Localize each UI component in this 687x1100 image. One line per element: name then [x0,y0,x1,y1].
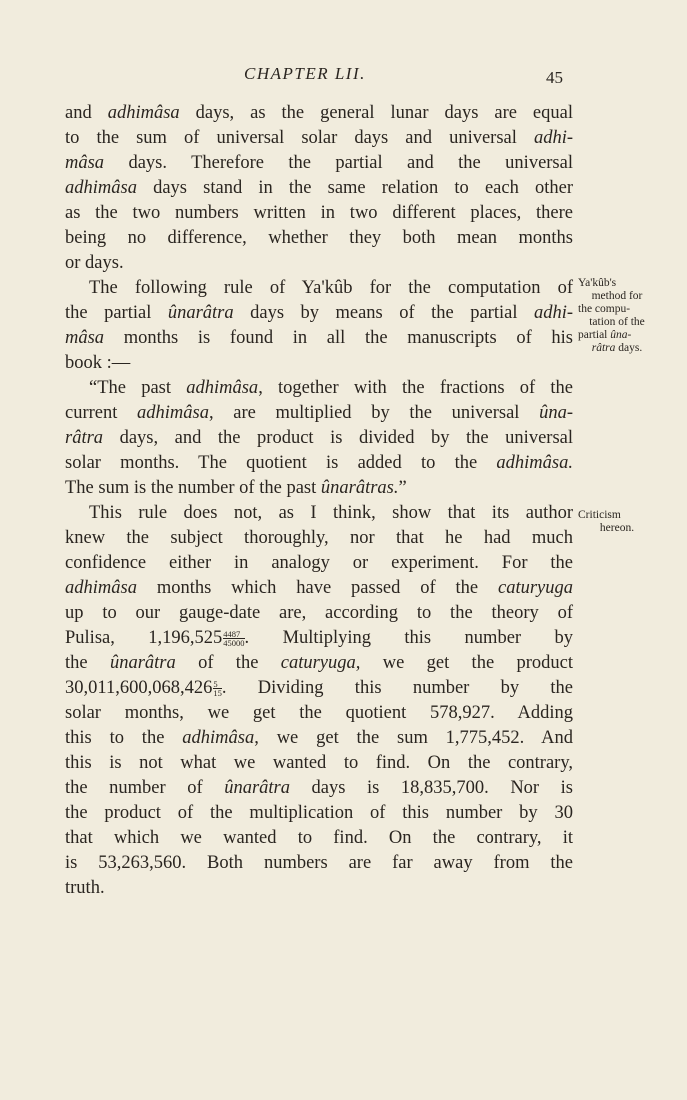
text-line: solar months. The quotient is added to the adhimâsa. [65,453,573,473]
text-line: the ûnarâtra of the caturyuga, we get the product [65,653,573,673]
text-line: “The past adhimâsa, together with the fractions of the [89,378,573,398]
text-line: Pulisa, 1,196,525 $\frac{4487}{45000}$ . Multiplying this number by [65,628,573,649]
text-line: truth. [65,878,105,898]
text-line: book :— [65,353,131,373]
margin-note-yakub-line: method for [591,290,643,302]
page-number: 45 [546,68,563,87]
text-line: as the two numbers written in two different places, there [65,203,573,223]
text-line: mâsa months is found in all the manuscripts of his [65,328,573,348]
margin-note-yakub-line: râtra days. [591,342,643,354]
fraction: $\frac{5}{15}$ [213,679,222,699]
text-line: confidence either in analogy or experiment. For the [65,553,573,573]
margin-note-yakub-line: tation of the [589,316,645,328]
margin-note-yakub-line: the compu- [578,303,631,315]
margin-note-criticism-line: hereon. [599,522,635,534]
text-line: The sum is the number of the past ûnarâtras.” [65,478,407,498]
margin-note-yakub-line: Ya'kûb's [578,277,617,289]
text-line: being no difference, whether they both mean months [65,228,573,248]
text-line: knew the subject thoroughly, nor that he had much [65,528,573,548]
text-line: râtra days, and the product is divided by the universal [65,428,573,448]
text-line: The following rule of Ya'kûb for the computation of [89,278,573,298]
text-line: this to the adhimâsa, we get the sum 1,775,452. And [65,728,573,748]
fraction: $\frac{4487}{45000}$ [223,629,245,649]
text-line: the product of the multiplication of this number by 30 [65,803,573,823]
text-line: that which we wanted to find. On the contrary, it [65,828,573,848]
text-line: the partial ûnarâtra days by means of the partial adhi- [65,303,574,323]
margin-note-criticism-line: Criticism [578,509,621,521]
text-line: or days. [65,253,124,273]
text-line: this is not what we wanted to find. On the contrary, [65,753,573,773]
margin-note-yakub-line: partial ûna- [578,329,632,341]
text-line: 30,011,600,068,426 $\frac{5}{15}$ . Dividing this number by the [65,678,573,699]
text-line: mâsa days. Therefore the partial and the universal [65,153,573,173]
text-line: up to our gauge-date are, according to the theory of [65,603,573,623]
text-line: the number of ûnarâtra days is 18,835,700. Nor is [65,778,573,798]
text-line: is 53,263,560. Both numbers are far away from the [65,853,573,873]
text-line: This rule does not, as I think, show that its author [89,503,573,523]
text-line: solar months, we get the quotient 578,927. Adding [65,703,573,723]
running-head: CHAPTER LII. [244,64,366,83]
text-line: current adhimâsa, are multiplied by the universal ûna- [65,403,574,423]
text-line: to the sum of universal solar days and universal adhi- [65,128,573,148]
text-line: adhimâsa months which have passed of the caturyuga [65,578,573,598]
text-line: adhimâsa days stand in the same relation to each other [65,178,573,198]
text-line: and adhimâsa days, as the general lunar days are equal [65,103,573,123]
